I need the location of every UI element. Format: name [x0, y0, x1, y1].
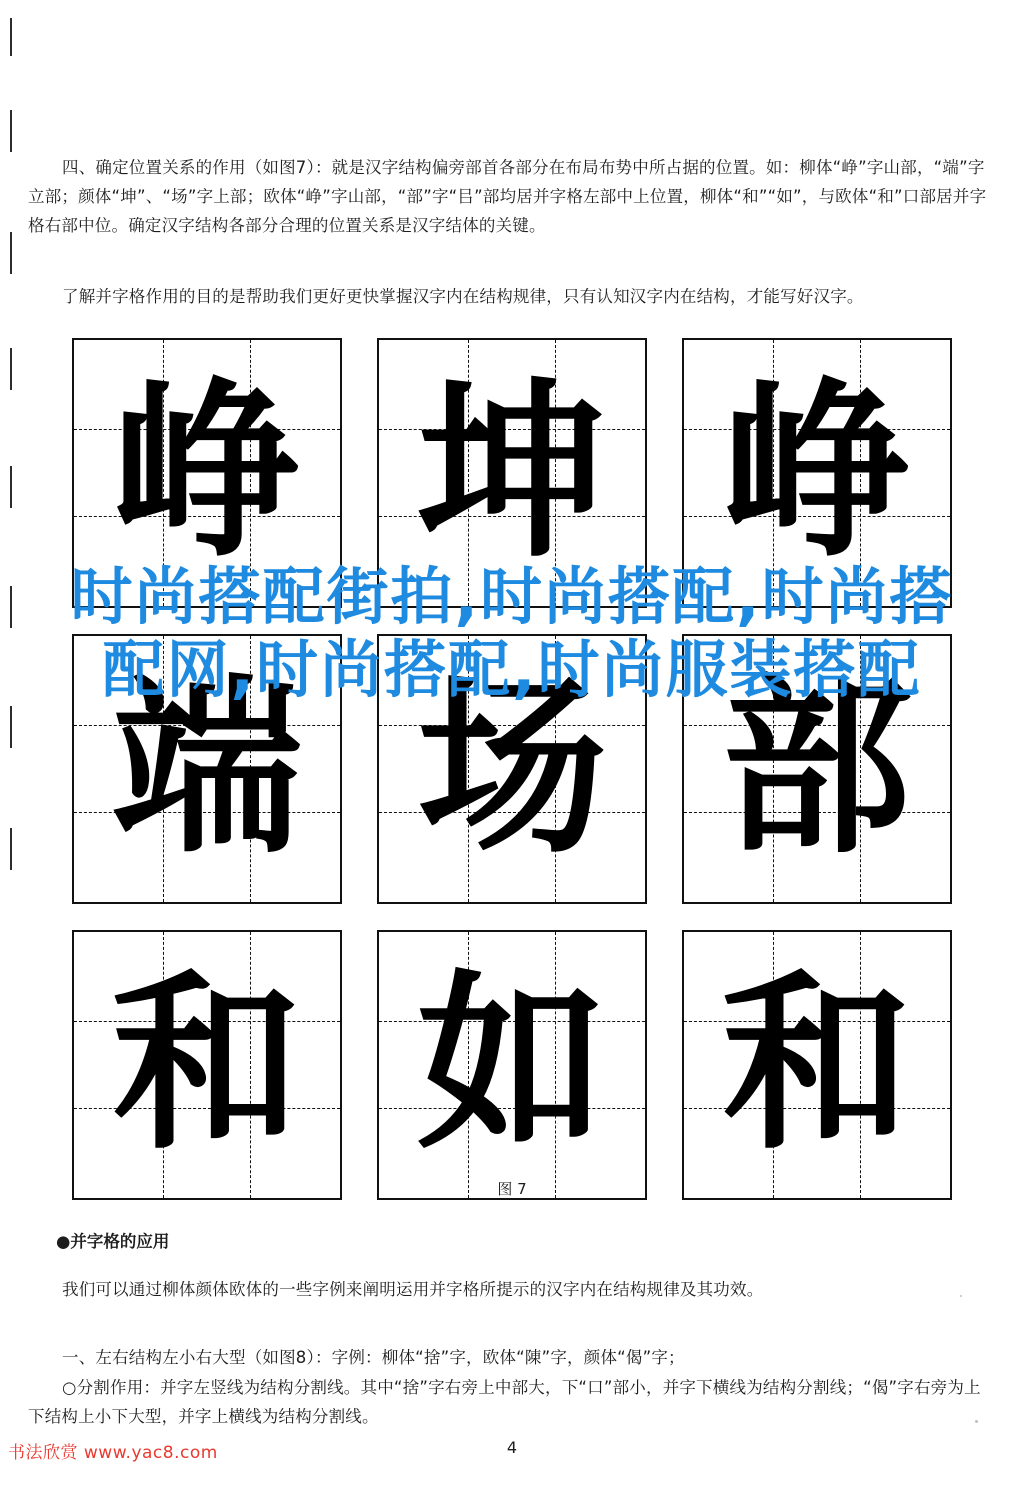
margin-tick [10, 466, 12, 508]
margin-tick [10, 232, 12, 274]
margin-tick [10, 18, 12, 56]
calligraphy-glyph: 端 [111, 658, 302, 879]
paragraph-examples-intro: 我们可以通过柳体颜体欧体的一些字例来阐明运用并字格所提示的汉字内在结构规律及其功效。 [62, 1279, 764, 1299]
margin-tick [10, 706, 12, 748]
watermark-overlay-text: 时尚搭配街拍,时尚搭配,时尚搭配网,时尚搭配,时尚服装搭配 [70, 560, 954, 707]
paragraph-purpose: 了解并字格作用的目的是帮助我们更好更快掌握汉字内在结构规律，只有认知汉字内在结构，才能写好汉字。 [62, 286, 864, 306]
margin-tick [10, 110, 12, 152]
figure-caption: 图 7 [497, 1180, 527, 1198]
paragraph-division-function: ○分割作用：并字左竖线为结构分割线。其中“捨”字右旁上中部大，下“口”部小，并字下横线为结构分割线；“偈”字右旁为上下结构上小下大型，并字上横线为结构分割线。 [28, 1377, 981, 1426]
page-number: 4 [506, 1438, 518, 1457]
watermark-footer: 书法欣赏 www.yac8.com [8, 1443, 218, 1463]
calligraphy-grid [72, 338, 952, 1200]
paragraph-position-relationship: 四、确定位置关系的作用（如图7）：就是汉字结构偏旁部首各部分在布局布势中所占据的位置。如：柳体“峥”字山部，“端”字立部；颜体“坤”、“场”字上部；欧体“峥”字山部，“部”字“㠯”部均居并字格左部中上位置，柳体“和”“如”，与欧体“和”口部居并字格右部中位。确定汉字结构各部分合理的位置关系是汉字结体的关键。 [28, 157, 987, 235]
margin-tick [10, 348, 12, 390]
grid-cell [377, 634, 647, 904]
calligraphy-glyph: 和 [111, 954, 302, 1175]
grid-cell [72, 930, 342, 1200]
grid-cell [377, 930, 647, 1200]
margin-tick [10, 586, 12, 628]
calligraphy-glyph: 峥 [111, 362, 302, 583]
calligraphy-glyph: 坤 [416, 362, 607, 583]
calligraphy-glyph: 场 [416, 658, 607, 879]
grid-cell [72, 338, 342, 608]
grid-cell [682, 634, 952, 904]
calligraphy-glyph: 部 [721, 658, 912, 879]
margin-tick [10, 828, 12, 870]
grid-cell [682, 930, 952, 1200]
grid-cell [72, 634, 342, 904]
calligraphy-glyph: 峥 [721, 362, 912, 583]
grid-cell [377, 338, 647, 608]
section-heading-application: ●并字格的应用 [56, 1232, 170, 1251]
grid-cell [682, 338, 952, 608]
calligraphy-glyph: 和 [721, 954, 912, 1175]
calligraphy-glyph: 如 [416, 954, 607, 1175]
paragraph-left-right-structure: 一、左右结构左小右大型（如图8）：字例：柳体“捨”字，欧体“陳”字，颜体“偈”字； [62, 1347, 685, 1367]
